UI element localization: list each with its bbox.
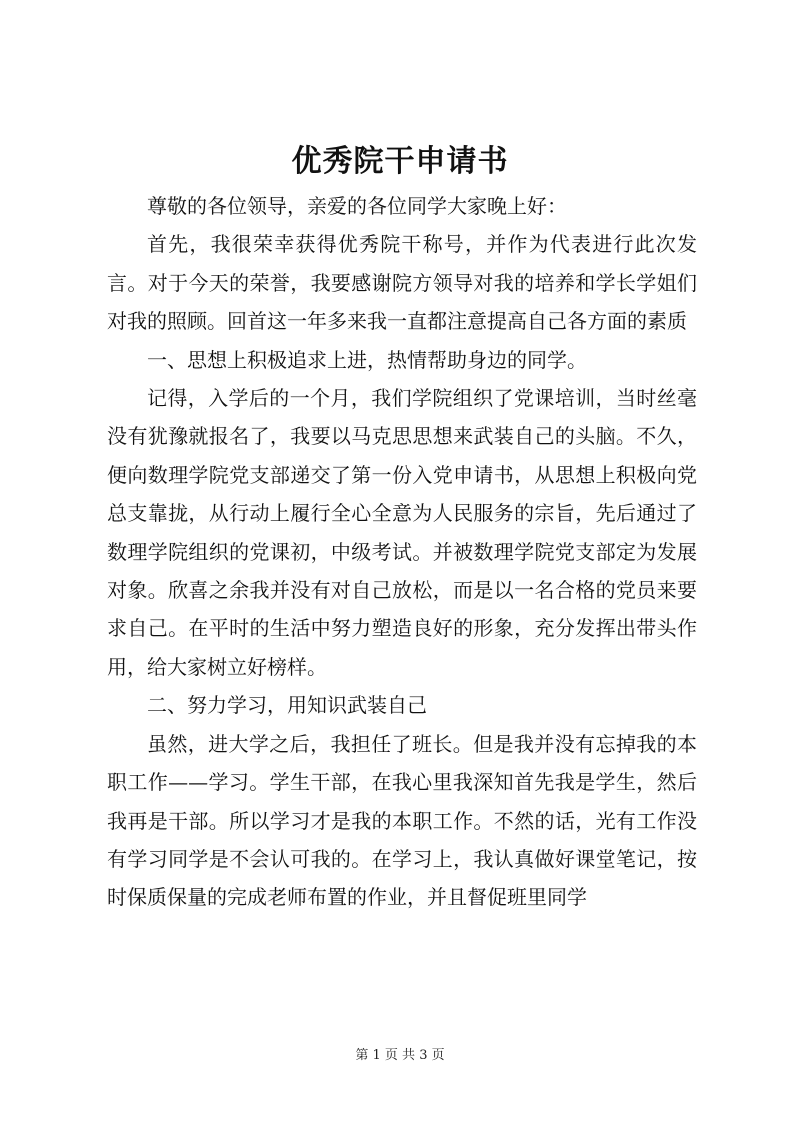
intro-paragraph: 首先，我很荣幸获得优秀院干称号，并作为代表进行此次发言。对于今天的荣誉，我要感谢院方领导对我的培养和学长学姐们对我的照顾。回首这一年多来我一直都注意提高自己各方面的素质: [107, 232, 697, 334]
document-body: [107, 187, 697, 917]
section-heading-2: 二、努力学习，用知识武装自己: [147, 693, 427, 718]
document-title: 优秀院干申请书: [291, 144, 509, 179]
greeting-paragraph: 尊敬的各位领导，亲爱的各位同学大家晚上好：: [147, 194, 567, 218]
section-heading-1: 一、思想上积极追求上进，热情帮助身边的同学。: [147, 347, 587, 372]
section-2-paragraph: 虽然，进大学之后，我担任了班长。但是我并没有忘掉我的本职工作——学习。学生干部，在我心里我深知首先我是学生，然后我再是干部。所以学习才是我的本职工作。不然的话，光有工作没有学习同学是不会认可我的。在学习上，我认真做好课堂笔记，按时保质保量的完成老师布置的作业，并且督促班里同学: [107, 731, 697, 910]
page-footer: 第 1 页 共 3 页: [355, 1048, 445, 1063]
section-1-paragraph: 记得，入学后的一个月，我们学院组织了党课培训，当时丝毫没有犹豫就报名了，我要以马克思思想来武装自己的头脑。不久，便向数理学院党支部递交了第一份入党申请书，从思想上积极向党总支靠拢，从行动上履行全心全意为人民服务的宗旨，先后通过了数理学院组织的党课初，中级考试。并被数理学院党支部定为发展对象。欣喜之余我并没有对自己放松，而是以一名合格的党员来要求自己。在平时的生活中努力塑造良好的形象，充分发挥出带头作用，给大家树立好榜样。: [107, 386, 697, 679]
